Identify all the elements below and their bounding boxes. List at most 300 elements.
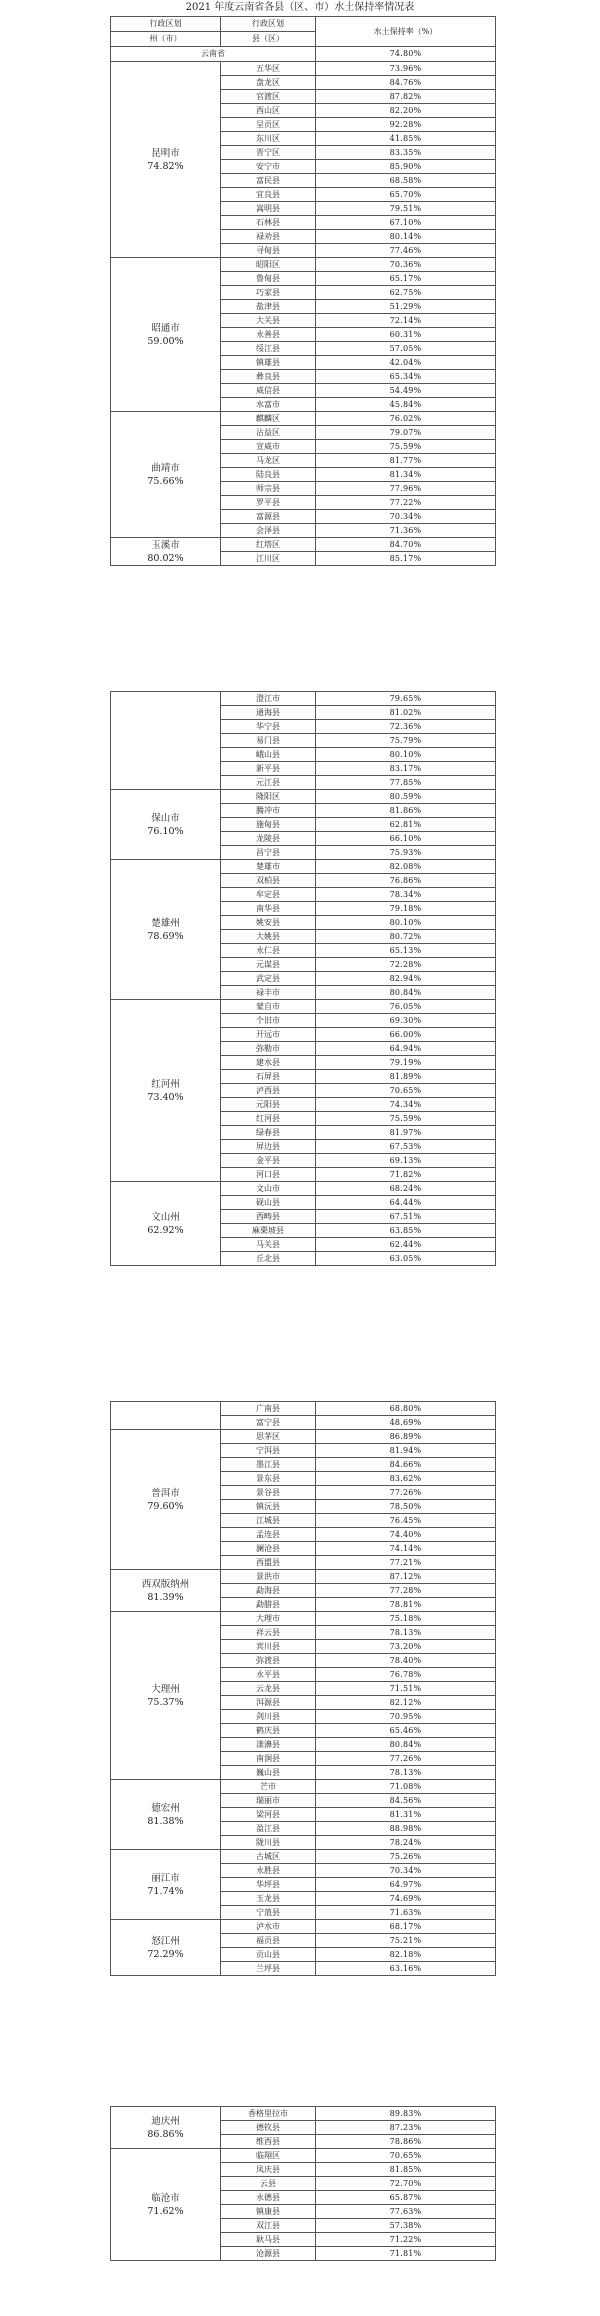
county-rate: 80.14% bbox=[316, 230, 496, 244]
county-rate: 65.46% bbox=[316, 1724, 496, 1738]
prefecture-cell bbox=[111, 860, 221, 1000]
county-rate: 82.20% bbox=[316, 104, 496, 118]
county-name: 梁河县 bbox=[221, 1808, 316, 1822]
county-name: 巧家县 bbox=[221, 286, 316, 300]
county-name: 勐腊县 bbox=[221, 1598, 316, 1612]
county-rate: 87.23% bbox=[316, 2121, 496, 2135]
prefecture-name: 曲靖市 bbox=[151, 462, 180, 474]
county-rate: 75.59% bbox=[316, 440, 496, 454]
county-row bbox=[111, 692, 496, 706]
county-rate: 71.22% bbox=[316, 2233, 496, 2247]
county-rate: 75.59% bbox=[316, 1112, 496, 1126]
county-name: 凤庆县 bbox=[221, 2163, 316, 2177]
prefecture-rate: 62.92% bbox=[147, 1224, 184, 1236]
county-name: 金平县 bbox=[221, 1154, 316, 1168]
county-row bbox=[111, 1850, 496, 1864]
county-name: 开远市 bbox=[221, 1028, 316, 1042]
county-name: 鲁甸县 bbox=[221, 272, 316, 286]
county-name: 沾益区 bbox=[221, 426, 316, 440]
county-row bbox=[111, 1612, 496, 1626]
county-rate: 76.45% bbox=[316, 1514, 496, 1528]
county-name: 元谋县 bbox=[221, 958, 316, 972]
county-name: 丘北县 bbox=[221, 1252, 316, 1266]
county-name: 富源县 bbox=[221, 510, 316, 524]
county-rate: 78.40% bbox=[316, 1654, 496, 1668]
county-row bbox=[111, 412, 496, 426]
county-name: 宜良县 bbox=[221, 188, 316, 202]
county-rate: 68.24% bbox=[316, 1182, 496, 1196]
county-rate: 74.40% bbox=[316, 1528, 496, 1542]
county-rate: 76.86% bbox=[316, 874, 496, 888]
county-rate: 81.86% bbox=[316, 804, 496, 818]
county-name: 耿马县 bbox=[221, 2233, 316, 2247]
county-rate: 63.85% bbox=[316, 1224, 496, 1238]
county-name: 罗平县 bbox=[221, 496, 316, 510]
county-rate: 77.21% bbox=[316, 1556, 496, 1570]
county-rate: 62.81% bbox=[316, 818, 496, 832]
county-rate: 78.13% bbox=[316, 1766, 496, 1780]
county-rate: 75.79% bbox=[316, 734, 496, 748]
prefecture-cell bbox=[111, 1780, 221, 1850]
county-name: 盘龙区 bbox=[221, 76, 316, 90]
county-name: 宁洱县 bbox=[221, 1444, 316, 1458]
county-name: 腾冲市 bbox=[221, 804, 316, 818]
county-name: 宣威市 bbox=[221, 440, 316, 454]
prefecture-name: 怒江州 bbox=[151, 1935, 180, 1947]
county-name: 峨山县 bbox=[221, 748, 316, 762]
county-name: 元江县 bbox=[221, 776, 316, 790]
county-rate: 74.14% bbox=[316, 1542, 496, 1556]
prefecture-rate: 73.40% bbox=[147, 1091, 184, 1103]
county-rate: 81.89% bbox=[316, 1070, 496, 1084]
county-name: 广南县 bbox=[221, 1402, 316, 1416]
county-name: 大关县 bbox=[221, 314, 316, 328]
county-row bbox=[111, 1402, 496, 1416]
soil-conservation-table-page-2 bbox=[110, 691, 496, 1266]
county-name: 双柏县 bbox=[221, 874, 316, 888]
county-rate: 72.70% bbox=[316, 2177, 496, 2191]
county-rate: 71.08% bbox=[316, 1780, 496, 1794]
county-name: 绿春县 bbox=[221, 1126, 316, 1140]
county-name: 南涧县 bbox=[221, 1752, 316, 1766]
county-rate: 86.89% bbox=[316, 1430, 496, 1444]
county-rate: 67.51% bbox=[316, 1210, 496, 1224]
county-rate: 79.65% bbox=[316, 692, 496, 706]
county-rate: 67.10% bbox=[316, 216, 496, 230]
county-row bbox=[111, 1920, 496, 1934]
county-rate: 65.70% bbox=[316, 188, 496, 202]
county-name: 永德县 bbox=[221, 2191, 316, 2205]
county-rate: 77.96% bbox=[316, 482, 496, 496]
county-name: 澜沧县 bbox=[221, 1542, 316, 1556]
county-row bbox=[111, 1570, 496, 1584]
county-name: 富宁县 bbox=[221, 1416, 316, 1430]
prefecture-cell bbox=[111, 790, 221, 860]
county-row bbox=[111, 1182, 496, 1196]
prefecture-rate: 75.66% bbox=[147, 475, 184, 487]
prefecture-rate: 75.37% bbox=[147, 1696, 184, 1708]
county-name: 富民县 bbox=[221, 174, 316, 188]
county-rate: 81.77% bbox=[316, 454, 496, 468]
county-name: 漾濞县 bbox=[221, 1738, 316, 1752]
county-rate: 77.46% bbox=[316, 244, 496, 258]
county-name: 新平县 bbox=[221, 762, 316, 776]
county-rate: 80.72% bbox=[316, 930, 496, 944]
county-rate: 57.38% bbox=[316, 2219, 496, 2233]
county-name: 昭阳区 bbox=[221, 258, 316, 272]
county-name: 双江县 bbox=[221, 2219, 316, 2233]
county-row bbox=[111, 790, 496, 804]
county-name: 景谷县 bbox=[221, 1486, 316, 1500]
county-rate: 82.18% bbox=[316, 1948, 496, 1962]
county-name: 麒麟区 bbox=[221, 412, 316, 426]
prefecture-cell bbox=[111, 1570, 221, 1612]
prefecture-rate: 71.62% bbox=[147, 2205, 184, 2217]
county-name: 勐海县 bbox=[221, 1584, 316, 1598]
county-rate: 75.21% bbox=[316, 1934, 496, 1948]
county-name: 盐津县 bbox=[221, 300, 316, 314]
county-rate: 70.34% bbox=[316, 510, 496, 524]
county-rate: 64.94% bbox=[316, 1042, 496, 1056]
prefecture-name: 保山市 bbox=[151, 812, 180, 824]
county-name: 宁蒗县 bbox=[221, 1906, 316, 1920]
county-rate: 77.26% bbox=[316, 1752, 496, 1766]
county-rate: 77.22% bbox=[316, 496, 496, 510]
prefecture-cell bbox=[111, 258, 221, 412]
county-rate: 77.26% bbox=[316, 1486, 496, 1500]
prefecture-name: 大理州 bbox=[151, 1683, 180, 1695]
county-name: 石屏县 bbox=[221, 1070, 316, 1084]
county-rate: 63.16% bbox=[316, 1962, 496, 1976]
county-name: 马龙区 bbox=[221, 454, 316, 468]
county-name: 建水县 bbox=[221, 1056, 316, 1070]
county-rate: 72.14% bbox=[316, 314, 496, 328]
county-name: 晋宁区 bbox=[221, 146, 316, 160]
county-row bbox=[111, 1780, 496, 1794]
county-name: 石林县 bbox=[221, 216, 316, 230]
county-name: 易门县 bbox=[221, 734, 316, 748]
prefecture-cell bbox=[111, 2107, 221, 2149]
prefecture-name: 楚雄州 bbox=[151, 917, 180, 929]
county-rate: 65.17% bbox=[316, 272, 496, 286]
county-row bbox=[111, 1430, 496, 1444]
county-rate: 84.56% bbox=[316, 1794, 496, 1808]
county-name: 景洪市 bbox=[221, 1570, 316, 1584]
county-name: 呈贡区 bbox=[221, 118, 316, 132]
county-name: 弥勒市 bbox=[221, 1042, 316, 1056]
county-rate: 80.10% bbox=[316, 748, 496, 762]
county-name: 马关县 bbox=[221, 1238, 316, 1252]
prefecture-rate: 72.29% bbox=[147, 1948, 184, 1960]
prefecture-cell bbox=[111, 1402, 221, 1430]
county-rate: 68.58% bbox=[316, 174, 496, 188]
county-name: 永仁县 bbox=[221, 944, 316, 958]
county-name: 兰坪县 bbox=[221, 1962, 316, 1976]
county-rate: 51.29% bbox=[316, 300, 496, 314]
county-rate: 85.90% bbox=[316, 160, 496, 174]
county-name: 维西县 bbox=[221, 2135, 316, 2149]
prefecture-rate: 81.39% bbox=[147, 1591, 184, 1603]
county-name: 洱源县 bbox=[221, 1696, 316, 1710]
county-name: 镇康县 bbox=[221, 2205, 316, 2219]
county-rate: 71.36% bbox=[316, 524, 496, 538]
county-name: 麻栗坡县 bbox=[221, 1224, 316, 1238]
county-rate: 85.17% bbox=[316, 552, 496, 566]
county-name: 瑞丽市 bbox=[221, 1794, 316, 1808]
prefecture-rate: 59.00% bbox=[147, 335, 184, 347]
county-name: 贡山县 bbox=[221, 1948, 316, 1962]
county-rate: 74.34% bbox=[316, 1098, 496, 1112]
county-rate: 65.13% bbox=[316, 944, 496, 958]
county-rate: 54.49% bbox=[316, 384, 496, 398]
county-name: 镇沅县 bbox=[221, 1500, 316, 1514]
prefecture-cell bbox=[111, 412, 221, 538]
county-row bbox=[111, 2107, 496, 2121]
county-rate: 63.05% bbox=[316, 1252, 496, 1266]
county-rate: 81.97% bbox=[316, 1126, 496, 1140]
county-rate: 78.13% bbox=[316, 1626, 496, 1640]
header-region-col2: 行政区划 bbox=[221, 17, 316, 32]
county-rate: 84.70% bbox=[316, 538, 496, 552]
county-rate: 66.10% bbox=[316, 832, 496, 846]
county-name: 昌宁县 bbox=[221, 846, 316, 860]
county-rate: 71.63% bbox=[316, 1906, 496, 1920]
county-row bbox=[111, 2149, 496, 2163]
county-rate: 79.51% bbox=[316, 202, 496, 216]
county-rate: 76.05% bbox=[316, 1000, 496, 1014]
county-name: 鹤庆县 bbox=[221, 1724, 316, 1738]
prefecture-name: 迪庆州 bbox=[151, 2115, 180, 2127]
county-rate: 80.84% bbox=[316, 986, 496, 1000]
county-name: 禄劝县 bbox=[221, 230, 316, 244]
county-rate: 48.69% bbox=[316, 1416, 496, 1430]
county-rate: 64.44% bbox=[316, 1196, 496, 1210]
county-rate: 77.28% bbox=[316, 1584, 496, 1598]
header-rate: 水土保持率（%） bbox=[316, 17, 496, 47]
county-name: 龙陵县 bbox=[221, 832, 316, 846]
prefecture-name: 红河州 bbox=[151, 1078, 180, 1090]
county-name: 沧源县 bbox=[221, 2247, 316, 2261]
county-rate: 70.34% bbox=[316, 1864, 496, 1878]
county-name: 红塔区 bbox=[221, 538, 316, 552]
prefecture-cell bbox=[111, 1850, 221, 1920]
county-name: 弥渡县 bbox=[221, 1654, 316, 1668]
county-name: 大理市 bbox=[221, 1612, 316, 1626]
county-rate: 74.69% bbox=[316, 1892, 496, 1906]
county-name: 牟定县 bbox=[221, 888, 316, 902]
county-name: 施甸县 bbox=[221, 818, 316, 832]
county-rate: 64.97% bbox=[316, 1878, 496, 1892]
county-name: 南华县 bbox=[221, 902, 316, 916]
county-rate: 62.75% bbox=[316, 286, 496, 300]
county-rate: 80.84% bbox=[316, 1738, 496, 1752]
county-name: 华坪县 bbox=[221, 1878, 316, 1892]
prefecture-cell bbox=[111, 692, 221, 790]
soil-conservation-table-page-3 bbox=[110, 1401, 496, 1976]
county-name: 墨江县 bbox=[221, 1458, 316, 1472]
county-name: 砚山县 bbox=[221, 1196, 316, 1210]
county-name: 孟连县 bbox=[221, 1528, 316, 1542]
county-rate: 60.31% bbox=[316, 328, 496, 342]
header-prefecture: 州（市） bbox=[111, 32, 221, 47]
county-rate: 68.80% bbox=[316, 1402, 496, 1416]
county-rate: 79.19% bbox=[316, 1056, 496, 1070]
county-rate: 71.81% bbox=[316, 2247, 496, 2261]
prefecture-cell bbox=[111, 1182, 221, 1266]
county-name: 临翔区 bbox=[221, 2149, 316, 2163]
prefecture-cell bbox=[111, 1430, 221, 1570]
document-title: 2021 年度云南省各县（区、市）水土保持率情况表 bbox=[185, 2, 415, 13]
prefecture-cell bbox=[111, 1000, 221, 1182]
county-rate: 81.31% bbox=[316, 1808, 496, 1822]
county-name: 江川区 bbox=[221, 552, 316, 566]
prefecture-name: 昆明市 bbox=[151, 147, 180, 159]
county-rate: 80.10% bbox=[316, 916, 496, 930]
county-name: 楚雄市 bbox=[221, 860, 316, 874]
county-name: 德钦县 bbox=[221, 2121, 316, 2135]
county-rate: 81.34% bbox=[316, 468, 496, 482]
county-name: 景东县 bbox=[221, 1472, 316, 1486]
county-rate: 88.98% bbox=[316, 1822, 496, 1836]
county-rate: 81.85% bbox=[316, 2163, 496, 2177]
county-rate: 67.53% bbox=[316, 1140, 496, 1154]
county-name: 泸西县 bbox=[221, 1084, 316, 1098]
county-rate: 68.17% bbox=[316, 1920, 496, 1934]
county-rate: 78.86% bbox=[316, 2135, 496, 2149]
county-name: 个旧市 bbox=[221, 1014, 316, 1028]
county-name: 官渡区 bbox=[221, 90, 316, 104]
county-name: 西盟县 bbox=[221, 1556, 316, 1570]
county-rate: 70.65% bbox=[316, 2149, 496, 2163]
prefecture-cell bbox=[111, 538, 221, 566]
county-rate: 82.94% bbox=[316, 972, 496, 986]
county-name: 玉龙县 bbox=[221, 1892, 316, 1906]
county-name: 屏边县 bbox=[221, 1140, 316, 1154]
county-name: 陆良县 bbox=[221, 468, 316, 482]
prefecture-rate: 79.60% bbox=[147, 1500, 184, 1512]
prefecture-name: 玉溪市 bbox=[151, 539, 180, 551]
county-rate: 81.94% bbox=[316, 1444, 496, 1458]
county-name: 思茅区 bbox=[221, 1430, 316, 1444]
county-rate: 92.28% bbox=[316, 118, 496, 132]
county-rate: 78.34% bbox=[316, 888, 496, 902]
county-rate: 57.05% bbox=[316, 342, 496, 356]
county-rate: 73.96% bbox=[316, 62, 496, 76]
county-name: 香格里拉市 bbox=[221, 2107, 316, 2121]
county-rate: 82.08% bbox=[316, 860, 496, 874]
province-rate: 74.80% bbox=[316, 47, 496, 62]
county-name: 陇川县 bbox=[221, 1836, 316, 1850]
prefecture-rate: 71.74% bbox=[147, 1885, 184, 1897]
soil-conservation-table-page-4 bbox=[110, 2106, 496, 2261]
county-rate: 87.12% bbox=[316, 1570, 496, 1584]
county-name: 绥江县 bbox=[221, 342, 316, 356]
prefecture-name: 临沧市 bbox=[151, 2192, 180, 2204]
prefecture-name: 普洱市 bbox=[151, 1487, 180, 1499]
county-rate: 84.76% bbox=[316, 76, 496, 90]
county-rate: 70.65% bbox=[316, 1084, 496, 1098]
county-name: 华宁县 bbox=[221, 720, 316, 734]
county-rate: 78.24% bbox=[316, 1836, 496, 1850]
county-row bbox=[111, 1000, 496, 1014]
county-name: 宾川县 bbox=[221, 1640, 316, 1654]
prefecture-name: 文山州 bbox=[151, 1211, 180, 1223]
county-rate: 87.82% bbox=[316, 90, 496, 104]
county-name: 禄丰市 bbox=[221, 986, 316, 1000]
county-name: 福贡县 bbox=[221, 1934, 316, 1948]
county-rate: 66.00% bbox=[316, 1028, 496, 1042]
county-row bbox=[111, 258, 496, 272]
county-rate: 73.20% bbox=[316, 1640, 496, 1654]
county-name: 镇雄县 bbox=[221, 356, 316, 370]
county-rate: 69.13% bbox=[316, 1154, 496, 1168]
county-name: 会泽县 bbox=[221, 524, 316, 538]
prefecture-rate: 80.02% bbox=[147, 552, 184, 564]
county-name: 剑川县 bbox=[221, 1710, 316, 1724]
prefecture-name: 德宏州 bbox=[151, 1802, 180, 1814]
prefecture-rate: 76.10% bbox=[147, 825, 184, 837]
county-rate: 65.87% bbox=[316, 2191, 496, 2205]
prefecture-cell bbox=[111, 1920, 221, 1976]
county-name: 元阳县 bbox=[221, 1098, 316, 1112]
county-rate: 45.84% bbox=[316, 398, 496, 412]
county-rate: 41.85% bbox=[316, 132, 496, 146]
county-rate: 75.26% bbox=[316, 1850, 496, 1864]
county-name: 云龙县 bbox=[221, 1682, 316, 1696]
county-rate: 70.95% bbox=[316, 1710, 496, 1724]
county-rate: 70.36% bbox=[316, 258, 496, 272]
soil-conservation-table-page-1 bbox=[110, 16, 496, 566]
county-rate: 71.51% bbox=[316, 1682, 496, 1696]
county-rate: 84.66% bbox=[316, 1458, 496, 1472]
county-rate: 83.62% bbox=[316, 1472, 496, 1486]
county-rate: 77.85% bbox=[316, 776, 496, 790]
county-name: 彝良县 bbox=[221, 370, 316, 384]
prefecture-cell bbox=[111, 62, 221, 258]
county-name: 盈江县 bbox=[221, 1822, 316, 1836]
prefecture-cell bbox=[111, 2149, 221, 2261]
county-name: 江城县 bbox=[221, 1514, 316, 1528]
county-rate: 77.63% bbox=[316, 2205, 496, 2219]
county-name: 文山市 bbox=[221, 1182, 316, 1196]
county-rate: 76.02% bbox=[316, 412, 496, 426]
prefecture-name: 丽江市 bbox=[151, 1872, 180, 1884]
header-region-col1: 行政区划 bbox=[111, 17, 221, 32]
header-county: 县（区） bbox=[221, 32, 316, 47]
prefecture-name: 西双版纳州 bbox=[141, 1578, 190, 1590]
county-row bbox=[111, 860, 496, 874]
county-rate: 72.36% bbox=[316, 720, 496, 734]
county-name: 祥云县 bbox=[221, 1626, 316, 1640]
county-name: 永平县 bbox=[221, 1668, 316, 1682]
county-name: 永胜县 bbox=[221, 1864, 316, 1878]
county-name: 水富市 bbox=[221, 398, 316, 412]
county-rate: 76.78% bbox=[316, 1668, 496, 1682]
prefecture-rate: 86.86% bbox=[147, 2128, 184, 2140]
county-name: 蒙自市 bbox=[221, 1000, 316, 1014]
county-rate: 79.07% bbox=[316, 426, 496, 440]
county-name: 嵩明县 bbox=[221, 202, 316, 216]
county-rate: 83.35% bbox=[316, 146, 496, 160]
county-name: 西畴县 bbox=[221, 1210, 316, 1224]
county-name: 西山区 bbox=[221, 104, 316, 118]
county-name: 澄江市 bbox=[221, 692, 316, 706]
county-row bbox=[111, 62, 496, 76]
county-name: 大姚县 bbox=[221, 930, 316, 944]
county-rate: 78.81% bbox=[316, 1598, 496, 1612]
county-rate: 75.93% bbox=[316, 846, 496, 860]
county-rate: 82.12% bbox=[316, 1696, 496, 1710]
